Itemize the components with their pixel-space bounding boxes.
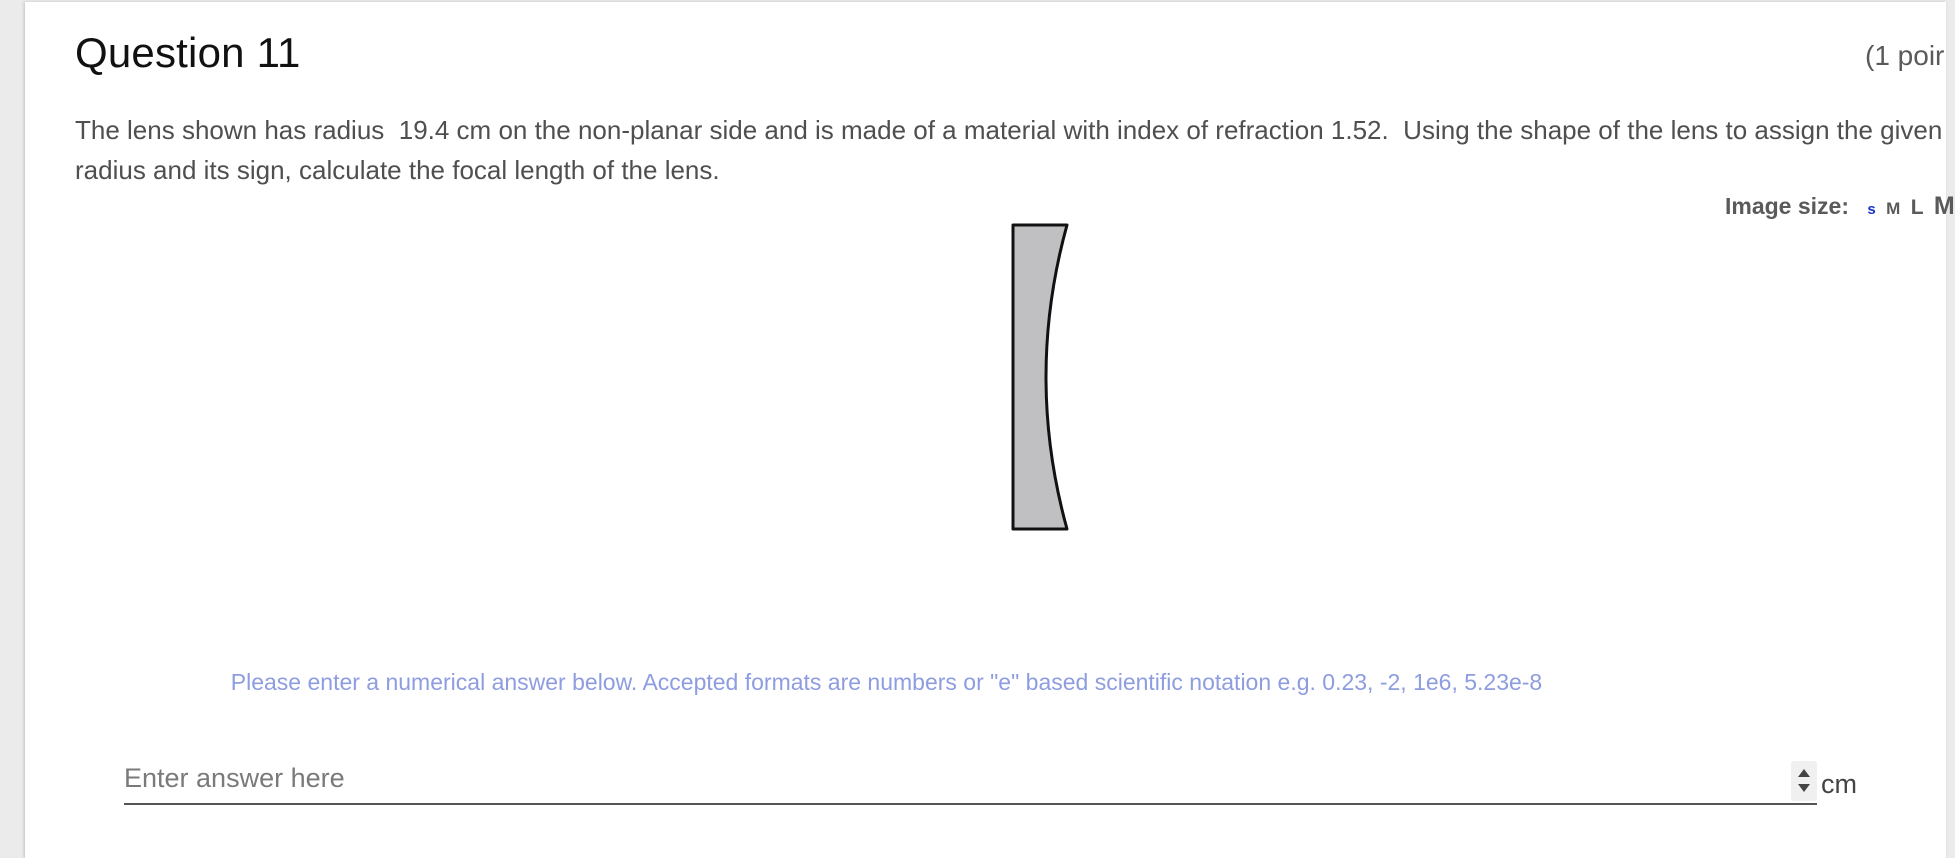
stepper-down-icon[interactable]	[1798, 784, 1810, 792]
question-text: The lens shown has radius 19.4 cm on the non-planar side and is made of a material with index of refraction 1.52. Using the shape of the lens to assign the given radius and its sign, calculate the focal length of the lens.	[75, 115, 1950, 185]
image-size-option-medium[interactable]: M	[1886, 199, 1901, 218]
number-stepper[interactable]	[1791, 761, 1817, 801]
plano-concave-lens-icon	[1010, 222, 1080, 532]
image-size-option-small[interactable]: s	[1867, 201, 1876, 218]
question-card	[25, 2, 1955, 858]
image-size-label: Image size:	[1725, 193, 1849, 219]
answer-input[interactable]	[124, 757, 1764, 799]
question-title: Question 11	[75, 29, 301, 76]
stepper-up-icon[interactable]	[1798, 769, 1810, 777]
question-points: (1 poir	[1865, 40, 1945, 71]
answer-field-container	[124, 757, 1817, 805]
image-size-selector	[1725, 192, 1955, 221]
answer-format-hint: Please enter a numerical answer below. Accepted formats are numbers or "e" based scientific notation e.g. 0.23, -2, 1e6, 5.23e-8	[230, 669, 1543, 695]
answer-unit: cm	[1821, 769, 1857, 799]
lens-shape	[1013, 225, 1067, 529]
image-size-option-large[interactable]: L	[1910, 196, 1924, 219]
image-size-option-max[interactable]: M	[1933, 192, 1955, 220]
